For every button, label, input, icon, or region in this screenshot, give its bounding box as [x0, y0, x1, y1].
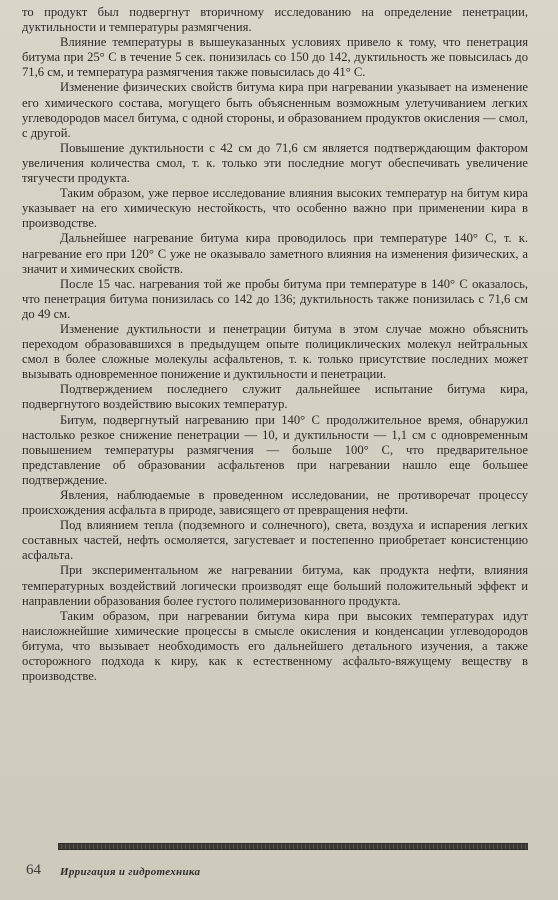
- paragraph: Изменение физических свойств битума кира при нагревании указывает на изменение его химического состава, могущего быть объясненным возможным улетучиванием легких углеводородов масел битума, с одной стороны, и образованием продуктов окисления — смол, с другой.: [22, 80, 528, 140]
- paragraph: Повышение дуктильности с 42 см до 71,6 см является подтверждающим фактором увеличения количества смол, т. к. только эти последние могут обеспечивать увеличение тягучести продукта.: [22, 140, 528, 186]
- paragraph: Таким образом, при нагревании битума кира при высоких температурах идут наисложнейшие химические процессы в смысле окисления и конденсации углеводородов битума, что вызывает необходимость его дальнейшего детального изучения, а также осторожного подхода к киру, как к естественному асфальто-вяжущему веществу в производстве.: [22, 608, 528, 684]
- paragraph: Явления, наблюдаемые в проведенном исследовании, не противоречат процессу происхождения асфальта в природе, зависящего от превращения нефти.: [22, 488, 528, 518]
- paragraph: Дальнейшее нагревание битума кира проводилось при температуре 140° С, т. к. нагревание его при 120° С уже не оказывало заметного влияния на изменения физических, а значит и химических свойств.: [22, 231, 528, 276]
- paragraph: Подтверждением последнего служит дальнейшее испытание битума кира, подвергнутого воздействию высоких температур.: [22, 382, 528, 412]
- footer-rule: [58, 843, 528, 850]
- paragraph: Таким образом, уже первое исследование влияния высоких температур на битум кира указывает на его химическую нестойкость, что особенно важно при применении кира в производстве.: [22, 186, 528, 231]
- paragraph: то продукт был подвергнут вторичному исследованию на определение пенетрации, дуктильности и температуры размягчения.: [22, 5, 528, 35]
- paragraph: Влияние температуры в вышеуказанных условиях привело к тому, что пенетрация битума при 25° С в течение 5 сек. понизилась со 150 до 142, дуктильность же повысилась до 71,6 см, и температура размягчения также повысилась до 41° С.: [22, 35, 528, 80]
- body-text: [22, 5, 528, 684]
- paragraph: Битум, подвергнутый нагреванию при 140° С продолжительное время, обнаружил настолько резкое снижение пенетрации — 10, и дуктильности — 1,1 см с одновременным повышением температуры размягчения — больше 100° С, что предварительное представление об образовании асфальтенов при нагревании нашло еще большее подтверждение.: [22, 412, 528, 487]
- running-title: Ирригация и гидротехника: [60, 866, 201, 878]
- page-number: 64: [26, 862, 41, 878]
- paragraph: Изменение дуктильности и пенетрации битума в этом случае можно объяснить переходом образовавшихся в предыдущем опыте полициклических молекул нейтральных смол в более сложные молекулы асфальтенов, т. к. только присутствие последних может вызывать одновременное понижение и дуктильности и пенетрации.: [22, 321, 528, 382]
- paragraph: После 15 час. нагревания той же пробы битума при температуре в 140° С оказалось, что пенетрация битума понизилась со 142 до 136; дуктильность также понизилась с 71,6 см до 49 см.: [22, 276, 528, 321]
- paragraph: При экспериментальном же нагревании битума, как продукта нефти, влияния температурных воздействий логически производят еще больший положительный эффект и направлении образования более густого полимеризованного продукта.: [22, 563, 528, 608]
- paragraph: Под влиянием тепла (подземного и солнечного), света, воздуха и испарения легких составных частей, нефть осмоляется, загустевает и постепенно приобретает консистенцию асфальта.: [22, 518, 528, 563]
